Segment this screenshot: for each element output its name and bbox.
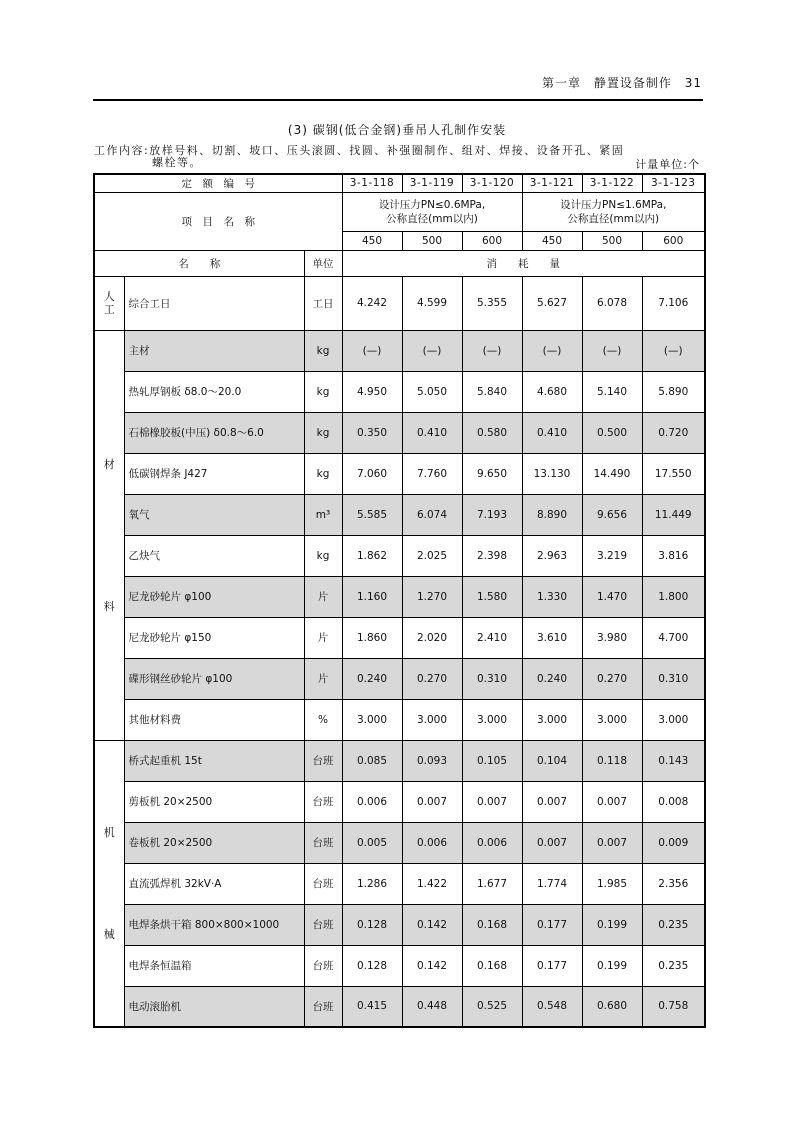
consumption-value: (—) xyxy=(582,330,642,371)
item-unit: 台班 xyxy=(304,740,342,781)
consumption-value: 5.890 xyxy=(642,371,705,412)
consumption-value: (—) xyxy=(342,330,402,371)
consumption-value: (—) xyxy=(522,330,582,371)
category-label: 人工 xyxy=(103,290,115,316)
consumption-value: 0.085 xyxy=(342,740,402,781)
consumption-value: 0.415 xyxy=(342,986,402,1027)
consumption-value: 0.310 xyxy=(462,658,522,699)
section-label: 静置设备制作 xyxy=(593,76,672,90)
consumption-value: 0.142 xyxy=(402,945,462,986)
consumption-value: 4.599 xyxy=(402,276,462,330)
consumption-value: 5.355 xyxy=(462,276,522,330)
table-row xyxy=(94,535,705,576)
quota-label: 定 额 编 号 xyxy=(94,174,342,192)
consumption-value: 0.199 xyxy=(582,945,642,986)
item-unit: 台班 xyxy=(304,863,342,904)
table-row xyxy=(94,617,705,658)
consumption-value: 0.128 xyxy=(342,904,402,945)
item-unit: kg xyxy=(304,371,342,412)
consumption-value: 0.310 xyxy=(642,658,705,699)
consumption-value: 0.008 xyxy=(642,781,705,822)
consumption-value: 0.235 xyxy=(642,904,705,945)
condition-group-2 xyxy=(522,192,705,231)
category-cell xyxy=(94,330,124,740)
consumption-value: 0.525 xyxy=(462,986,522,1027)
consumption-value: 0.007 xyxy=(582,781,642,822)
condition-1-line2: 公称直径(mm以内) xyxy=(386,212,478,225)
consumption-value: 0.500 xyxy=(582,412,642,453)
page-header xyxy=(534,74,702,91)
consumption-value: 0.680 xyxy=(582,986,642,1027)
item-name: 氧气 xyxy=(124,494,304,535)
work-content xyxy=(94,145,634,169)
consumption-value: 1.160 xyxy=(342,576,402,617)
table-row xyxy=(94,371,705,412)
unit-column-header: 单位 xyxy=(304,250,342,276)
table-row xyxy=(94,453,705,494)
consumption-value: 7.060 xyxy=(342,453,402,494)
item-unit: 台班 xyxy=(304,781,342,822)
consumption-value: 3.610 xyxy=(522,617,582,658)
consumption-value: 3.000 xyxy=(402,699,462,740)
consumption-value: 2.356 xyxy=(642,863,705,904)
condition-group-1 xyxy=(342,192,522,231)
consumption-value: 1.860 xyxy=(342,617,402,658)
item-name: 热轧厚钢板 δ8.0～20.0 xyxy=(124,371,304,412)
consumption-value: 0.007 xyxy=(522,781,582,822)
consumption-value: 0.093 xyxy=(402,740,462,781)
quota-code-row xyxy=(94,174,705,192)
quota-code: 3-1-119 xyxy=(402,174,462,192)
quota-code: 3-1-121 xyxy=(522,174,582,192)
consumption-value: 4.680 xyxy=(522,371,582,412)
quota-code: 3-1-123 xyxy=(642,174,705,192)
category-label-bottom: 械 xyxy=(103,928,115,942)
consumption-value: 1.985 xyxy=(582,863,642,904)
item-unit: % xyxy=(304,699,342,740)
consumption-value: 0.240 xyxy=(522,658,582,699)
consumption-value: 0.006 xyxy=(342,781,402,822)
header-rule xyxy=(93,99,703,101)
item-name: 直流弧焊机 32kV·A xyxy=(124,863,304,904)
diameter-value: 500 xyxy=(582,231,642,250)
consumption-value: 2.398 xyxy=(462,535,522,576)
consumption-value: 17.550 xyxy=(642,453,705,494)
consumption-value: 1.862 xyxy=(342,535,402,576)
consumption-value: 5.840 xyxy=(462,371,522,412)
quota-table xyxy=(93,173,706,1028)
consumption-value: 0.168 xyxy=(462,945,522,986)
consumption-value: 1.330 xyxy=(522,576,582,617)
consumption-value: 3.980 xyxy=(582,617,642,658)
consumption-value: 3.000 xyxy=(462,699,522,740)
consumption-value: 0.270 xyxy=(402,658,462,699)
condition-2-line1: 设计压力PN≤1.6MPa, xyxy=(560,198,667,211)
table-row xyxy=(94,904,705,945)
consumption-value: 0.235 xyxy=(642,945,705,986)
consumption-value: 0.118 xyxy=(582,740,642,781)
diameter-value: 450 xyxy=(342,231,402,250)
item-name: 碟形钢丝砂轮片 φ100 xyxy=(124,658,304,699)
item-name: 综合工日 xyxy=(124,276,304,330)
diameter-value: 600 xyxy=(642,231,705,250)
category-label-top: 机 xyxy=(103,826,115,840)
table-row xyxy=(94,330,705,371)
consumption-value: 0.270 xyxy=(582,658,642,699)
consumption-value: 0.007 xyxy=(402,781,462,822)
item-unit: 台班 xyxy=(304,904,342,945)
item-name: 剪板机 20×2500 xyxy=(124,781,304,822)
consumption-value: 3.000 xyxy=(522,699,582,740)
table-row xyxy=(94,822,705,863)
item-unit: 片 xyxy=(304,658,342,699)
item-name: 电动滚胎机 xyxy=(124,986,304,1027)
item-unit: kg xyxy=(304,330,342,371)
item-name: 主材 xyxy=(124,330,304,371)
diameter-value: 450 xyxy=(522,231,582,250)
category-label-top: 材 xyxy=(103,458,115,471)
consumption-value: 11.449 xyxy=(642,494,705,535)
consumption-value: 0.143 xyxy=(642,740,705,781)
consumption-value: 7.760 xyxy=(402,453,462,494)
consumption-value: 0.005 xyxy=(342,822,402,863)
work-content-line2: 螺栓等。 xyxy=(152,156,202,169)
consumption-value: 8.890 xyxy=(522,494,582,535)
consumption-value: 4.242 xyxy=(342,276,402,330)
item-name: 尼龙砂轮片 φ100 xyxy=(124,576,304,617)
consumption-value: 1.580 xyxy=(462,576,522,617)
consumption-value: 14.490 xyxy=(582,453,642,494)
item-name: 卷板机 20×2500 xyxy=(124,822,304,863)
consumption-value: 3.816 xyxy=(642,535,705,576)
category-cell xyxy=(94,740,124,1027)
consumption-value: 0.240 xyxy=(342,658,402,699)
consumption-value: 0.548 xyxy=(522,986,582,1027)
consumption-value: 0.758 xyxy=(642,986,705,1027)
item-unit: kg xyxy=(304,412,342,453)
table-row xyxy=(94,658,705,699)
item-name: 其他材料费 xyxy=(124,699,304,740)
consumption-value: 1.422 xyxy=(402,863,462,904)
item-unit: m³ xyxy=(304,494,342,535)
consumption-value: 0.128 xyxy=(342,945,402,986)
table-row xyxy=(94,412,705,453)
consumption-value: 0.007 xyxy=(582,822,642,863)
consumption-value: 0.448 xyxy=(402,986,462,1027)
consumption-value: 0.720 xyxy=(642,412,705,453)
item-unit: kg xyxy=(304,535,342,576)
consumption-value: 5.050 xyxy=(402,371,462,412)
item-unit: kg xyxy=(304,453,342,494)
chapter-label: 第一章 xyxy=(542,76,582,90)
condition-row xyxy=(94,192,705,231)
consumption-value: (—) xyxy=(462,330,522,371)
consumption-value: 0.009 xyxy=(642,822,705,863)
column-header-row xyxy=(94,250,705,276)
name-column-header: 名 称 xyxy=(94,250,304,276)
consumption-value: 0.410 xyxy=(522,412,582,453)
consumption-value: 0.177 xyxy=(522,904,582,945)
consumption-value: 3.000 xyxy=(342,699,402,740)
work-content-line1: 放样号料、切割、坡口、压头滚圆、找圆、补强圈制作、组对、焊接、设备开孔、紧固 xyxy=(149,144,625,157)
item-unit: 台班 xyxy=(304,945,342,986)
diameter-value: 500 xyxy=(402,231,462,250)
consumption-value: 0.350 xyxy=(342,412,402,453)
consumption-value: 1.677 xyxy=(462,863,522,904)
section-title: (3) 碳钢(低合金钢)垂吊人孔制作安装 xyxy=(287,123,507,137)
table-row xyxy=(94,986,705,1027)
consumption-value: 13.130 xyxy=(522,453,582,494)
quota-code: 3-1-118 xyxy=(342,174,402,192)
item-name: 低碳钢焊条 J427 xyxy=(124,453,304,494)
consumption-value: 0.104 xyxy=(522,740,582,781)
consumption-value: 3.000 xyxy=(582,699,642,740)
item-name-label: 项 目 名 称 xyxy=(94,192,342,250)
consumption-value: 0.580 xyxy=(462,412,522,453)
consumption-value: 3.219 xyxy=(582,535,642,576)
table-row xyxy=(94,576,705,617)
item-name: 电焊条恒温箱 xyxy=(124,945,304,986)
item-name: 尼龙砂轮片 φ150 xyxy=(124,617,304,658)
consumption-value: 9.650 xyxy=(462,453,522,494)
consumption-value: 0.168 xyxy=(462,904,522,945)
consumption-value: 3.000 xyxy=(642,699,705,740)
quota-code: 3-1-120 xyxy=(462,174,522,192)
consumption-value: (—) xyxy=(642,330,705,371)
consumption-value: 6.074 xyxy=(402,494,462,535)
consumption-value: 0.177 xyxy=(522,945,582,986)
item-name: 桥式起重机 15t xyxy=(124,740,304,781)
item-name: 电焊条烘干箱 800×800×1000 xyxy=(124,904,304,945)
consumption-value: 0.007 xyxy=(462,781,522,822)
consumption-value: 1.270 xyxy=(402,576,462,617)
consumption-value: (—) xyxy=(402,330,462,371)
consumption-value: 0.105 xyxy=(462,740,522,781)
item-name: 乙炔气 xyxy=(124,535,304,576)
item-unit: 台班 xyxy=(304,822,342,863)
consumption-value: 2.963 xyxy=(522,535,582,576)
consumption-value: 0.006 xyxy=(462,822,522,863)
consumption-value: 6.078 xyxy=(582,276,642,330)
item-unit: 台班 xyxy=(304,986,342,1027)
consumption-value: 0.142 xyxy=(402,904,462,945)
consumption-value: 1.774 xyxy=(522,863,582,904)
unit-label: 计量单位:个 xyxy=(635,158,700,171)
table-row xyxy=(94,699,705,740)
condition-1-line1: 设计压力PN≤0.6MPa, xyxy=(378,198,486,211)
consumption-value: 9.656 xyxy=(582,494,642,535)
table-row xyxy=(94,781,705,822)
consumption-value: 1.800 xyxy=(642,576,705,617)
category-cell xyxy=(94,276,124,330)
consumption-value: 0.007 xyxy=(522,822,582,863)
consumption-value: 4.700 xyxy=(642,617,705,658)
consumption-column-header: 消 耗 量 xyxy=(342,250,705,276)
consumption-value: 2.410 xyxy=(462,617,522,658)
item-unit: 工日 xyxy=(304,276,342,330)
consumption-value: 7.193 xyxy=(462,494,522,535)
table-row xyxy=(94,494,705,535)
consumption-value: 5.585 xyxy=(342,494,402,535)
consumption-value: 1.286 xyxy=(342,863,402,904)
consumption-value: 5.627 xyxy=(522,276,582,330)
diameter-value: 600 xyxy=(462,231,522,250)
table-row xyxy=(94,276,705,330)
item-unit: 片 xyxy=(304,617,342,658)
consumption-value: 4.950 xyxy=(342,371,402,412)
consumption-value: 2.020 xyxy=(402,617,462,658)
page-number: 31 xyxy=(684,76,702,90)
condition-2-line2: 公称直径(mm以内) xyxy=(567,212,660,225)
consumption-value: 5.140 xyxy=(582,371,642,412)
consumption-value: 0.410 xyxy=(402,412,462,453)
item-name: 石棉橡胶板(中压) δ0.8～6.0 xyxy=(124,412,304,453)
consumption-value: 1.470 xyxy=(582,576,642,617)
table-row xyxy=(94,945,705,986)
item-unit: 片 xyxy=(304,576,342,617)
consumption-value: 0.199 xyxy=(582,904,642,945)
table-row xyxy=(94,863,705,904)
work-content-label: 工作内容: xyxy=(94,144,150,157)
consumption-value: 7.106 xyxy=(642,276,705,330)
category-label-bottom: 料 xyxy=(103,600,115,613)
table-row xyxy=(94,740,705,781)
consumption-value: 2.025 xyxy=(402,535,462,576)
consumption-value: 0.006 xyxy=(402,822,462,863)
quota-code: 3-1-122 xyxy=(582,174,642,192)
